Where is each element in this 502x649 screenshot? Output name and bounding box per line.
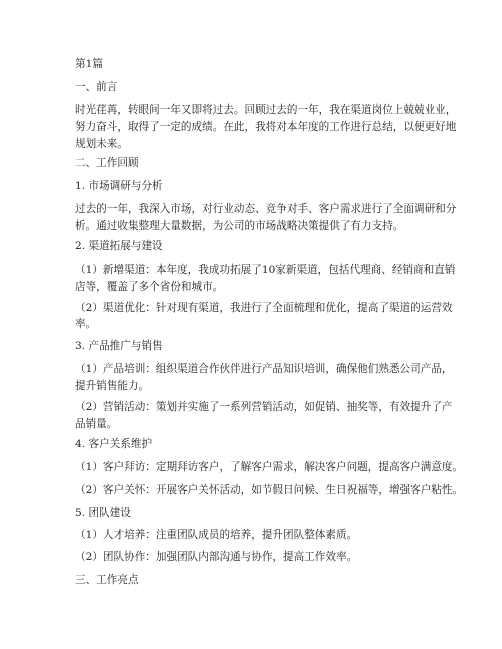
subsection-heading: 1. 市场调研与分析 [75,180,163,192]
paragraph-line: 率。 [75,318,97,330]
section-heading-highlights: 三、工作亮点 [75,574,139,586]
section-heading-preface: 一、前言 [75,81,118,93]
paragraph-line: （2）客户关怀：开展客户关怀活动，如节假日问候、生日祝福等，增强客户粘性。 [75,484,464,496]
paragraph-line: （1）客户拜访：定期拜访客户，了解客户需求，解决客户问题，提高客户满意度。 [75,461,464,473]
paragraph-line: 时光荏苒，转眼间一年又即将过去。回顾过去的一年，我在渠道岗位上兢兢业业， [75,104,457,116]
chapter-heading: 第1篇 [75,58,103,70]
paragraph-line: （1）新增渠道：本年度，我成功拓展了10家新渠道，包括代理商、经销商和直销 [75,264,456,276]
subsection-heading: 3. 产品推广与销售 [75,340,163,352]
paragraph-line: （1）产品培训：组织渠道合作伙伴进行产品知识培训，确保他们熟悉公司产品， [75,363,453,375]
paragraph-line: 店等，覆盖了多个省份和城市。 [75,281,224,293]
paragraph-line: 努力奋斗，取得了一定的成绩。在此，我将对本年度的工作进行总结，以便更好地 [75,121,457,133]
paragraph-line: 过去的一年，我深入市场，对行业动态、竞争对手、客户需求进行了全面调研和分 [75,203,457,215]
paragraph-line: 品销量。 [75,418,118,430]
section-heading-review: 二、工作回顾 [75,157,139,169]
paragraph-line: （2）营销活动：策划并实施了一系列营销活动，如促销、抽奖等，有效提升了产 [75,401,453,413]
paragraph-line: （2）团队协作：加强团队内部沟通与协作，提高工作效率。 [75,551,358,563]
subsection-heading: 4. 客户关系维护 [75,438,153,450]
paragraph-line: 规划未来。 [75,138,128,150]
subsection-heading: 5. 团队建设 [75,507,131,519]
paragraph-line: 提升销售能力。 [75,380,150,392]
subsection-heading: 2. 渠道拓展与建设 [75,240,163,252]
paragraph-line: （1）人才培养：注重团队成员的培养，提升团队整体素质。 [75,529,358,541]
paragraph-line: 析。通过收集整理大量数据，为公司的市场战略决策提供了有力支持。 [75,220,404,232]
paragraph-line: （2）渠道优化：针对现有渠道，我进行了全面梳理和优化，提高了渠道的运营效 [75,302,453,314]
